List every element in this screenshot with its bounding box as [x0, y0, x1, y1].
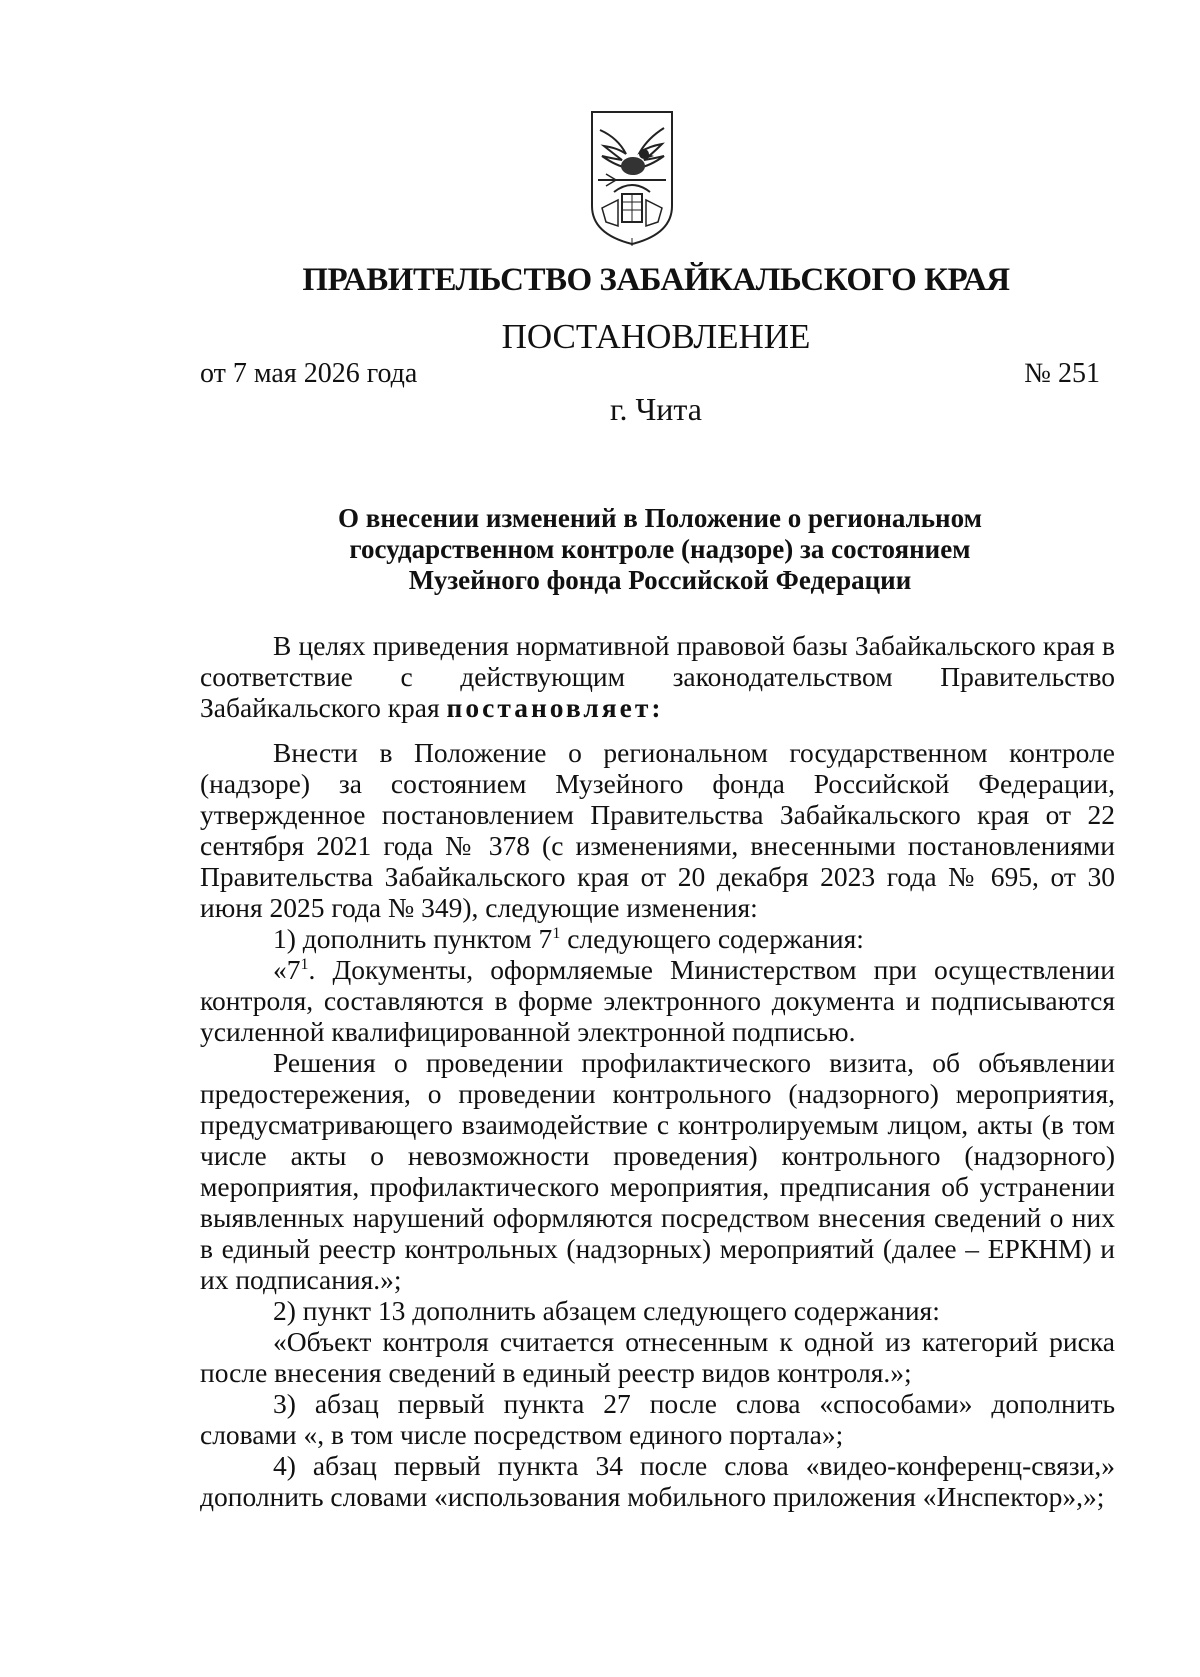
document-date: от 7 мая 2026 года — [200, 358, 418, 389]
item-1-text-end: следующего содержания: — [560, 923, 864, 954]
government-title: ПРАВИТЕЛЬСТВО ЗАБАЙКАЛЬСКОГО КРАЯ — [302, 262, 1010, 298]
decisions-paragraph: Решения о проведении профилактического визита, об объявлении предостережения, о проведении контрольного (надзорного) мероприятия, предусматривающего взаимодействие с контролируемым лицом, акты (в том числе акты о невозможности проведения) контрольного (надзорного) мероприятия, профилактического мероприятия, предписания об устранении выявленных нарушений оформляются посредством внесения сведений о них в единый реестр контрольных (надзорных) мероприятий (далее – ЕРКНМ) и их подписания.»; — [200, 1047, 1115, 1295]
item-1-superscript: 1 — [552, 924, 561, 942]
document-type: ПОСТАНОВЛЕНИЕ — [501, 317, 811, 356]
item-2: 2) пункт 13 дополнить абзацем следующего содержания: — [273, 1295, 940, 1326]
document-city: г. Чита — [609, 391, 702, 427]
main-paragraph: Внести в Положение о региональном государственном контроле (надзоре) за состоянием Музейного фонда Российской Федерации, утвержденное постановлением Правительства Забайкальского края от 22 сентября 2021 года № 378 (с изменениями, внесенными постановлениями Правительства Забайкальского края от 20 декабря 2023 года № 695, от 30 июня 2025 года № 349), следующие изменения: — [200, 737, 1115, 923]
resolves-word: постановляет: — [446, 692, 664, 723]
item-4: 4) абзац первый пункта 34 после слова «видео-конференц-связи,» дополнить словами «использования мобильного приложения «Инспектор»,»; — [200, 1450, 1115, 1512]
item-1 — [200, 923, 1115, 954]
document-subject — [260, 503, 1060, 596]
item-1-text: 1) дополнить пунктом 7 — [273, 923, 553, 954]
subject-line: государственном контроле (надзоре) за состоянием — [349, 534, 971, 564]
quote-1-superscript: 1 — [300, 955, 309, 973]
quote-1-start: «7 — [273, 954, 301, 985]
intro-text: В целях приведения нормативной правовой базы Забайкальского края в соответствие с действующим законодательством Правительство Забайкальского края — [200, 630, 1115, 723]
subject-line: О внесении изменений в Положение о региональном — [337, 503, 982, 533]
document-number: № 251 — [1024, 358, 1100, 389]
quote-2: «Объект контроля считается отнесенным к одной из категорий риска после внесения сведений в единый реестр видов контроля.»; — [200, 1326, 1115, 1388]
document-body — [200, 630, 1115, 1512]
item-3: 3) абзац первый пункта 27 после слова «способами» дополнить словами «, в том числе посредством единого портала»; — [200, 1388, 1115, 1450]
intro-paragraph — [200, 630, 1115, 723]
quote-1-text: . Документы, оформляемые Министерством при осуществлении контроля, составляются в форме электронного документа и подписываются усиленной квалифицированной электронной подписью. — [200, 954, 1115, 1047]
quote-1 — [200, 954, 1115, 1047]
coat-of-arms-icon — [588, 108, 676, 248]
subject-line: Музейного фонда Российской Федерации — [408, 565, 912, 595]
